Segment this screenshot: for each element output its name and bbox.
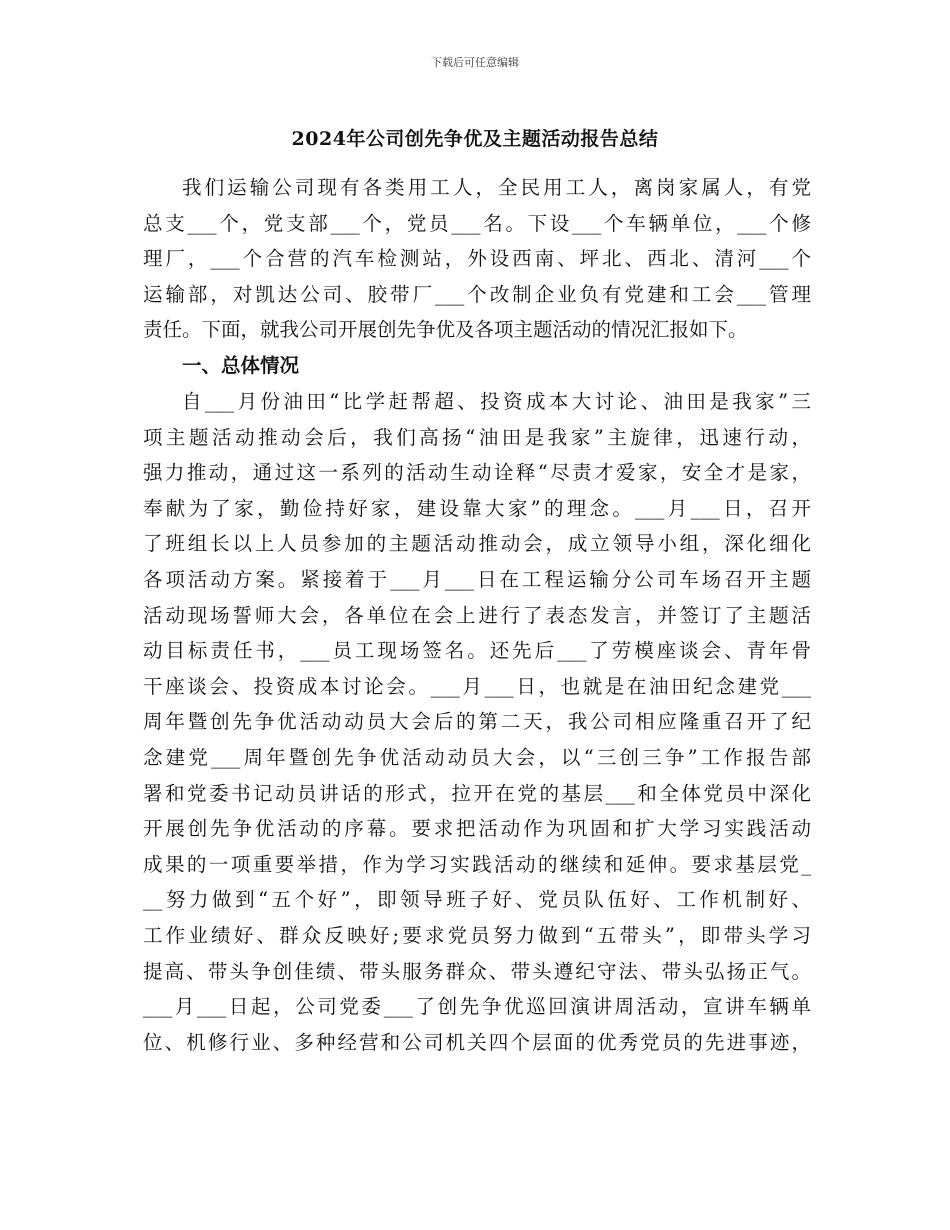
text-line: 强力推动，通过这一系列的活动生动诠释“尽责才爱家，安全才是家， xyxy=(143,461,811,485)
text-line: 了班组长以上人员参加的主题活动推动会，成立领导小组，深化细化 xyxy=(143,532,811,556)
section-heading-block xyxy=(143,348,811,384)
intro-paragraph xyxy=(143,170,811,348)
section-heading: 一、总体情况 xyxy=(182,354,300,377)
text-line: 开展创先争优活动的序幕。要求把活动作为巩固和扩大学习实践活动 xyxy=(143,817,811,841)
text-line: 自___月份油田“比学赶帮超、投资成本大讨论、油田是我家”三 xyxy=(182,390,811,413)
text-line: 提高、带头争创佳绩、带头服务群众、带头遵纪守法、带头弘扬正气。 xyxy=(143,959,811,983)
text-line: 活动现场誓师大会，各单位在会上进行了表态发言，并签订了主题活 xyxy=(143,603,811,627)
text-line: 周年暨创先争优活动动员大会后的第二天，我公司相应隆重召开了纪 xyxy=(143,710,811,734)
page-header-note: 下载后可任意编辑 xyxy=(431,56,519,69)
text-line: __努力做到“五个好”，即领导班子好、党员队伍好、工作机制好、 xyxy=(143,888,811,912)
text-line: 署和党委书记动员讲话的形式，拉开在党的基层___和全体党员中深化 xyxy=(143,781,811,805)
text-line: 工作业绩好、群众反映好;要求党员努力做到“五带头”，即带头学习 xyxy=(143,923,811,947)
text-line: 理厂，___个合营的汽车检测站，外设西南、坪北、西北、清河___个 xyxy=(143,247,811,271)
text-line: 动目标责任书，___员工现场签名。还先后___了劳模座谈会、青年骨 xyxy=(143,639,811,663)
text-line: 总支___个，党支部___个，党员___名。下设___个车辆单位，___个修 xyxy=(143,211,811,235)
text-line: 运输部，对凯达公司、胶带厂___个改制企业负有党建和工会___管理 xyxy=(143,282,811,306)
text-line: 奉献为了家，勤俭持好家，建设靠大家”的理念。___月___日，召开 xyxy=(143,496,811,520)
document-title: 2024年公司创先争优及主题活动报告总结 xyxy=(291,128,659,150)
text-line: 成果的一项重要举措，作为学习实践活动的继续和延伸。要求基层党_ xyxy=(143,852,811,876)
section1-paragraph xyxy=(143,384,811,1060)
text-line: 各项活动方案。紧接着于___月___日在工程运输分公司车场召开主题 xyxy=(143,567,811,591)
text-line: 位、机修行业、多种经营和公司机关四个层面的优秀党员的先进事迹， xyxy=(143,1030,811,1054)
text-line: ___月___日起，公司党委___了创先争优巡回演讲周活动，宣讲车辆单 xyxy=(143,995,811,1019)
text-line: 我们运输公司现有各类用工人，全民用工人，离岗家属人，有党 xyxy=(182,176,811,199)
text-line: 项主题活动推动会后，我们高扬“油田是我家”主旋律，迅速行动， xyxy=(143,425,811,449)
text-line: 责任。下面，就我公司开展创先争优及各项主题活动的情况汇报如下。 xyxy=(143,318,748,342)
text-line: 干座谈会、投资成本讨论会。___月___日，也就是在油田纪念建党___ xyxy=(143,674,811,698)
text-line: 念建党___周年暨创先争优活动动员大会，以“三创三争”工作报告部 xyxy=(143,745,811,769)
